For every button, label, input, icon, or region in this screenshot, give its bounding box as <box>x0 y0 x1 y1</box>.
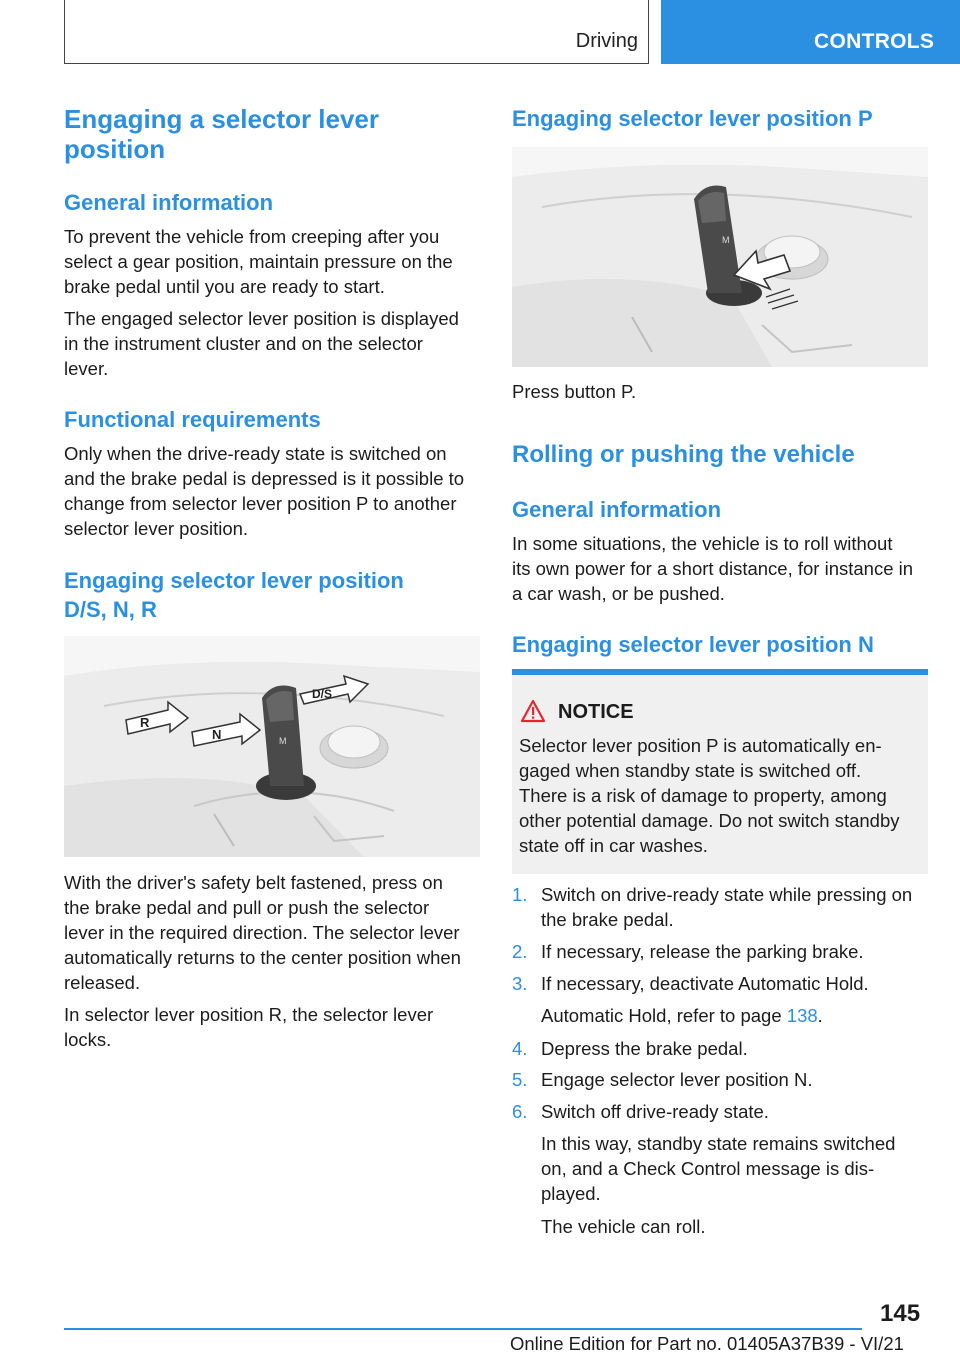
step-text-1: Switch on drive-ready state while pressing on the brake pedal. <box>541 884 913 930</box>
paragraph-safety-belt: With the driver's safety belt fastened, press on the brake pedal and pull or push the selector lever in the required direction. The selector lever automatically returns to the center position when released. <box>64 872 461 993</box>
step-number-5: 5. <box>512 1069 528 1090</box>
step-number-2: 2. <box>512 941 528 962</box>
step-text-2: If necessary, release the parking brake. <box>541 941 864 962</box>
paragraph-position-r: In selector lever position R, the selector lever locks. <box>64 1004 434 1050</box>
page-title: Engaging a selector lever position <box>64 104 380 164</box>
step-number-4: 4. <box>512 1038 528 1059</box>
notice-text: Selector lever position P is automatically en- gaged when standby state is switched off. There is a risk of damage to property, among other potential damage. Do not switch standby state off in car washes. <box>519 735 900 856</box>
svg-text:R: R <box>140 715 150 730</box>
lever-m-label: M <box>279 736 287 746</box>
heading-position-n: Engaging selector lever position N <box>512 632 874 657</box>
step-text-4: Depress the brake pedal. <box>541 1038 748 1059</box>
step-number-1: 1. <box>512 884 528 905</box>
header-chapter-tab[interactable] <box>661 0 960 64</box>
lever-m-label-p: M <box>722 235 730 245</box>
page-number: 145 <box>880 1300 921 1327</box>
paragraph-functional-requirements: Only when the drive-ready state is switched on and the brake pedal is depressed is it possible to change from selector lever position P to another selector lever position. <box>64 443 465 539</box>
illustration-selector-lever-dsnr <box>64 636 480 857</box>
page-reference-link[interactable]: 138 <box>786 1005 818 1026</box>
step-6-subtext: In this way, standby state remains switched on, and a Check Control message is dis- played. <box>541 1133 896 1204</box>
header-chapter-label: CONTROLS <box>814 30 935 53</box>
notice-box <box>512 669 928 874</box>
step-number-6: 6. <box>512 1101 528 1122</box>
footer-divider <box>64 1328 862 1330</box>
heading-rolling-pushing: Rolling or pushing the vehicle <box>512 441 855 468</box>
step-text-3: If necessary, deactivate Automatic Hold. <box>541 973 869 994</box>
svg-text:D/S: D/S <box>312 687 333 701</box>
svg-text:N: N <box>212 727 222 742</box>
heading-position-p: Engaging selector lever position P <box>512 106 873 131</box>
header-section-label: Driving <box>575 30 638 52</box>
heading-general-information: General information <box>64 190 274 215</box>
step-6-subtext-2: The vehicle can roll. <box>541 1216 706 1237</box>
header-section-box <box>64 0 649 64</box>
notice-title: NOTICE <box>558 701 634 723</box>
step-3-subtext: Automatic Hold, refer to page 138. <box>541 1005 823 1026</box>
heading-functional-requirements: Functional requirements <box>64 407 321 432</box>
heading-dsnr: Engaging selector lever position D/S, N, R <box>64 568 404 622</box>
step-number-3: 3. <box>512 973 528 994</box>
paragraph-press-p: Press button P. <box>512 381 637 402</box>
warning-icon <box>520 699 546 723</box>
paragraph-roll-without-power: In some situations, the vehicle is to roll without its own power for a short distance, for instance in a car wash, or be pushed. <box>512 533 914 604</box>
step-text-5: Engage selector lever position N. <box>541 1069 813 1090</box>
heading-general-information-right: General information <box>512 497 722 522</box>
paragraph-engaged-position: The engaged selector lever position is displayed in the instrument cluster and on the selector lever. <box>64 308 459 379</box>
footer-edition: Online Edition for Part no. 01405A37B39 - VI/21 <box>510 1333 904 1354</box>
paragraph-creeping: To prevent the vehicle from creeping after you select a gear position, maintain pressure on the brake pedal until you are ready to start. <box>64 226 453 297</box>
step-text-6: Switch off drive-ready state. <box>541 1101 769 1122</box>
illustration-selector-lever-p <box>512 147 928 367</box>
